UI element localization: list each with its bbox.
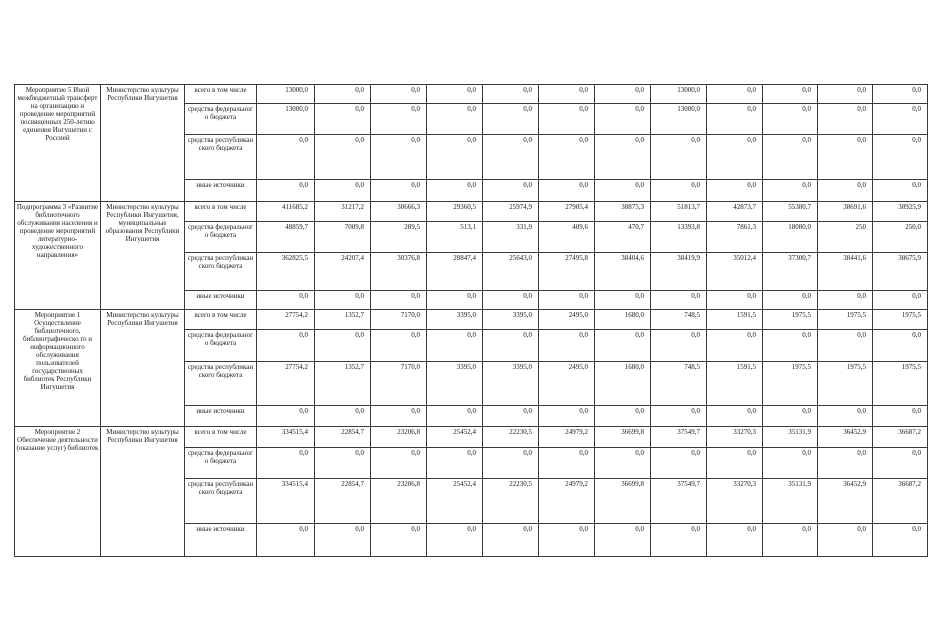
year-amount-cell: 23206,8 — [371, 479, 427, 524]
year-amount-cell: 0,0 — [483, 406, 539, 427]
year-amount-cell: 27905,4 — [539, 202, 595, 222]
year-amount-cell: 0,0 — [427, 330, 483, 362]
year-amount-cell: 36699,8 — [595, 427, 651, 448]
year-amount-cell: 3395,0 — [483, 310, 539, 330]
year-amount-cell: 36699,8 — [595, 479, 651, 524]
year-amount-cell: 0,0 — [707, 524, 763, 557]
year-amount-cell: 24979,2 — [539, 427, 595, 448]
year-amount-cell: 0,0 — [818, 448, 873, 479]
year-amount-cell: 748,5 — [651, 310, 707, 330]
year-amount-cell: 0,0 — [427, 448, 483, 479]
year-amount-cell: 0,0 — [539, 330, 595, 362]
table-row — [15, 310, 928, 330]
year-amount-cell: 13393,8 — [651, 222, 707, 253]
year-amount-cell: 7170,0 — [371, 310, 427, 330]
total-amount-cell: 13000,0 — [257, 85, 315, 104]
total-amount-cell: 0,0 — [257, 135, 315, 180]
year-amount-cell: 0,0 — [427, 135, 483, 180]
year-amount-cell: 470,7 — [595, 222, 651, 253]
year-amount-cell: 0,0 — [707, 291, 763, 310]
year-amount-cell: 0,0 — [371, 448, 427, 479]
year-amount-cell: 0,0 — [427, 406, 483, 427]
year-amount-cell: 0,0 — [595, 85, 651, 104]
year-amount-cell: 0,0 — [651, 330, 707, 362]
year-amount-cell: 1680,0 — [595, 362, 651, 406]
year-amount-cell: 0,0 — [818, 291, 873, 310]
year-amount-cell: 0,0 — [651, 291, 707, 310]
funding-source-cell: иные источники — [185, 406, 257, 427]
year-amount-cell: 22854,7 — [315, 427, 371, 448]
year-amount-cell: 37549,7 — [651, 479, 707, 524]
year-amount-cell: 36452,9 — [818, 427, 873, 448]
year-amount-cell: 0,0 — [371, 85, 427, 104]
year-amount-cell: 0,0 — [707, 448, 763, 479]
funding-source-cell: всего в том числе — [185, 427, 257, 448]
funding-source-cell: всего в том числе — [185, 310, 257, 330]
total-amount-cell: 0,0 — [257, 291, 315, 310]
year-amount-cell: 0,0 — [539, 291, 595, 310]
funding-source-cell: иные источники — [185, 291, 257, 310]
year-amount-cell: 0,0 — [427, 104, 483, 135]
year-amount-cell: 0,0 — [651, 135, 707, 180]
year-amount-cell: 0,0 — [818, 180, 873, 202]
year-amount-cell: 22854,7 — [315, 479, 371, 524]
year-amount-cell: 25452,4 — [427, 427, 483, 448]
year-amount-cell: 37549,7 — [651, 427, 707, 448]
year-amount-cell: 0,0 — [818, 330, 873, 362]
year-amount-cell: 13000,0 — [651, 104, 707, 135]
year-amount-cell: 1591,5 — [707, 310, 763, 330]
funding-source-cell: иные источники — [185, 180, 257, 202]
year-amount-cell: 0,0 — [539, 180, 595, 202]
year-amount-cell: 0,0 — [483, 291, 539, 310]
year-amount-cell: 0,0 — [651, 406, 707, 427]
year-amount-cell: 1975,5 — [763, 310, 818, 330]
executor-cell: Министерство культуры Республики Ингушетия — [101, 85, 185, 202]
year-amount-cell: 1352,7 — [315, 362, 371, 406]
year-amount-cell: 0,0 — [315, 406, 371, 427]
year-amount-cell: 3395,0 — [427, 362, 483, 406]
program-name-cell: Мероприятие 5 Иной межбюджетный трансферт на организацию и проведение мероприятий посвященных 250-летию единения Ингушетии с Россией — [15, 85, 101, 202]
year-amount-cell: 18080,0 — [763, 222, 818, 253]
year-amount-cell: 0,0 — [873, 291, 928, 310]
year-amount-cell: 0,0 — [595, 448, 651, 479]
year-amount-cell: 0,0 — [595, 291, 651, 310]
year-amount-cell: 22230,5 — [483, 479, 539, 524]
year-amount-cell: 0,0 — [595, 104, 651, 135]
total-amount-cell: 0,0 — [257, 448, 315, 479]
funding-source-cell: средства республикан ского бюджета — [185, 135, 257, 180]
executor-cell: Министерство культуры Республики Ингушетия — [101, 310, 185, 427]
year-amount-cell: 513,1 — [427, 222, 483, 253]
year-amount-cell: 0,0 — [873, 104, 928, 135]
year-amount-cell: 409,6 — [539, 222, 595, 253]
year-amount-cell: 35012,4 — [707, 253, 763, 291]
year-amount-cell: 7170,0 — [371, 362, 427, 406]
year-amount-cell: 0,0 — [315, 104, 371, 135]
total-amount-cell: 411685,2 — [257, 202, 315, 222]
year-amount-cell: 0,0 — [427, 291, 483, 310]
total-amount-cell: 0,0 — [257, 406, 315, 427]
year-amount-cell: 0,0 — [315, 85, 371, 104]
table-row — [15, 202, 928, 222]
year-amount-cell: 23206,8 — [371, 427, 427, 448]
year-amount-cell: 24979,2 — [539, 479, 595, 524]
year-amount-cell: 0,0 — [707, 135, 763, 180]
year-amount-cell: 36687,2 — [873, 479, 928, 524]
year-amount-cell: 0,0 — [483, 104, 539, 135]
year-amount-cell: 38691,6 — [818, 202, 873, 222]
year-amount-cell: 0,0 — [595, 135, 651, 180]
year-amount-cell: 25643,0 — [483, 253, 539, 291]
year-amount-cell: 0,0 — [818, 406, 873, 427]
year-amount-cell: 2495,0 — [539, 310, 595, 330]
year-amount-cell: 0,0 — [818, 135, 873, 180]
funding-source-cell: средства федеральног о бюджета — [185, 330, 257, 362]
year-amount-cell: 28847,4 — [427, 253, 483, 291]
year-amount-cell: 25974,9 — [483, 202, 539, 222]
year-amount-cell: 51813,7 — [651, 202, 707, 222]
year-amount-cell: 0,0 — [763, 330, 818, 362]
year-amount-cell: 0,0 — [539, 135, 595, 180]
year-amount-cell: 748,5 — [651, 362, 707, 406]
year-amount-cell: 0,0 — [483, 135, 539, 180]
funding-source-cell: средства республикан ского бюджета — [185, 479, 257, 524]
year-amount-cell: 0,0 — [818, 104, 873, 135]
total-amount-cell: 0,0 — [257, 330, 315, 362]
year-amount-cell: 0,0 — [763, 406, 818, 427]
year-amount-cell: 0,0 — [483, 180, 539, 202]
year-amount-cell: 36687,2 — [873, 427, 928, 448]
year-amount-cell: 27495,8 — [539, 253, 595, 291]
year-amount-cell: 0,0 — [595, 330, 651, 362]
year-amount-cell: 38925,9 — [873, 202, 928, 222]
year-amount-cell: 0,0 — [371, 406, 427, 427]
year-amount-cell: 0,0 — [371, 291, 427, 310]
year-amount-cell: 0,0 — [483, 448, 539, 479]
year-amount-cell: 3395,0 — [427, 310, 483, 330]
executor-cell: Министерство культуры Республики Ингушетия — [101, 427, 185, 557]
total-amount-cell: 48859,7 — [257, 222, 315, 253]
year-amount-cell: 0,0 — [539, 104, 595, 135]
year-amount-cell: 30376,8 — [371, 253, 427, 291]
year-amount-cell: 0,0 — [539, 524, 595, 557]
year-amount-cell: 0,0 — [651, 524, 707, 557]
year-amount-cell: 1975,5 — [873, 362, 928, 406]
year-amount-cell: 0,0 — [763, 448, 818, 479]
funding-source-cell: всего в том числе — [185, 85, 257, 104]
year-amount-cell: 1975,5 — [763, 362, 818, 406]
program-name-cell: Подпрограмма 3 «Развитие библиотечного обслуживания населения и проведение мероприятий литературно-художественного направления» — [15, 202, 101, 310]
year-amount-cell: 22230,5 — [483, 427, 539, 448]
year-amount-cell: 13000,0 — [651, 85, 707, 104]
year-amount-cell: 289,5 — [371, 222, 427, 253]
year-amount-cell: 55380,7 — [763, 202, 818, 222]
funding-source-cell: средства федеральног о бюджета — [185, 222, 257, 253]
year-amount-cell: 24207,4 — [315, 253, 371, 291]
table-row — [15, 427, 928, 448]
year-amount-cell: 250 — [818, 222, 873, 253]
year-amount-cell: 0,0 — [873, 524, 928, 557]
year-amount-cell: 37300,7 — [763, 253, 818, 291]
year-amount-cell: 7861,3 — [707, 222, 763, 253]
year-amount-cell: 0,0 — [818, 85, 873, 104]
year-amount-cell: 0,0 — [707, 104, 763, 135]
year-amount-cell: 0,0 — [763, 104, 818, 135]
year-amount-cell: 0,0 — [315, 448, 371, 479]
year-amount-cell: 0,0 — [483, 330, 539, 362]
year-amount-cell: 0,0 — [539, 406, 595, 427]
year-amount-cell: 1680,0 — [595, 310, 651, 330]
year-amount-cell: 0,0 — [427, 180, 483, 202]
year-amount-cell: 0,0 — [371, 104, 427, 135]
year-amount-cell: 0,0 — [873, 135, 928, 180]
year-amount-cell: 0,0 — [483, 85, 539, 104]
year-amount-cell: 0,0 — [763, 135, 818, 180]
year-amount-cell: 0,0 — [651, 180, 707, 202]
year-amount-cell: 1591,5 — [707, 362, 763, 406]
year-amount-cell: 0,0 — [707, 180, 763, 202]
year-amount-cell: 1975,5 — [873, 310, 928, 330]
total-amount-cell: 27754,2 — [257, 362, 315, 406]
year-amount-cell: 2495,0 — [539, 362, 595, 406]
year-amount-cell: 0,0 — [483, 524, 539, 557]
year-amount-cell: 35131,9 — [763, 427, 818, 448]
funding-source-cell: иные источники — [185, 524, 257, 557]
year-amount-cell: 0,0 — [315, 135, 371, 180]
year-amount-cell: 0,0 — [818, 524, 873, 557]
year-amount-cell: 38675,9 — [873, 253, 928, 291]
year-amount-cell: 0,0 — [371, 180, 427, 202]
funding-source-cell: средства федеральног о бюджета — [185, 448, 257, 479]
year-amount-cell: 0,0 — [427, 85, 483, 104]
year-amount-cell: 33270,3 — [707, 479, 763, 524]
year-amount-cell: 0,0 — [595, 524, 651, 557]
program-name-cell: Мероприятие 2 Обеспечение деятельности (оказание услуг) библиотек — [15, 427, 101, 557]
total-amount-cell: 334515,4 — [257, 427, 315, 448]
year-amount-cell: 0,0 — [371, 524, 427, 557]
total-amount-cell: 27754,2 — [257, 310, 315, 330]
total-amount-cell: 13000,0 — [257, 104, 315, 135]
year-amount-cell: 0,0 — [315, 291, 371, 310]
year-amount-cell: 0,0 — [763, 291, 818, 310]
year-amount-cell: 25452,4 — [427, 479, 483, 524]
year-amount-cell: 0,0 — [539, 85, 595, 104]
total-amount-cell: 362825,5 — [257, 253, 315, 291]
program-name-cell: Мероприятие 1 Осуществление библиотечного, библиографическо го и информационного обслуживания пользователей государственных библиотек Республики Ингушетия — [15, 310, 101, 427]
year-amount-cell: 0,0 — [651, 448, 707, 479]
year-amount-cell: 1975,5 — [818, 362, 873, 406]
budget-table — [14, 84, 928, 557]
year-amount-cell: 0,0 — [315, 330, 371, 362]
year-amount-cell: 331,9 — [483, 222, 539, 253]
executor-cell: Министерство культуры Республики Ингушетия, муниципальные образования Республики Ингушетия — [101, 202, 185, 310]
year-amount-cell: 0,0 — [763, 85, 818, 104]
year-amount-cell: 30666,3 — [371, 202, 427, 222]
year-amount-cell: 29360,5 — [427, 202, 483, 222]
year-amount-cell: 38441,6 — [818, 253, 873, 291]
year-amount-cell: 0,0 — [595, 180, 651, 202]
year-amount-cell: 0,0 — [315, 524, 371, 557]
year-amount-cell: 0,0 — [371, 330, 427, 362]
year-amount-cell: 0,0 — [873, 85, 928, 104]
table-row — [15, 85, 928, 104]
year-amount-cell: 38404,6 — [595, 253, 651, 291]
funding-source-cell: средства республикан ского бюджета — [185, 253, 257, 291]
year-amount-cell: 0,0 — [763, 524, 818, 557]
year-amount-cell: 33270,3 — [707, 427, 763, 448]
year-amount-cell: 0,0 — [315, 180, 371, 202]
year-amount-cell: 0,0 — [763, 180, 818, 202]
year-amount-cell: 0,0 — [595, 406, 651, 427]
year-amount-cell: 0,0 — [539, 448, 595, 479]
year-amount-cell: 1352,7 — [315, 310, 371, 330]
year-amount-cell: 7009,8 — [315, 222, 371, 253]
year-amount-cell: 0,0 — [873, 406, 928, 427]
year-amount-cell: 1975,5 — [818, 310, 873, 330]
total-amount-cell: 0,0 — [257, 524, 315, 557]
year-amount-cell: 0,0 — [371, 135, 427, 180]
year-amount-cell: 250,0 — [873, 222, 928, 253]
year-amount-cell: 0,0 — [873, 448, 928, 479]
funding-source-cell: всего в том числе — [185, 202, 257, 222]
year-amount-cell: 36452,9 — [818, 479, 873, 524]
total-amount-cell: 334515,4 — [257, 479, 315, 524]
total-amount-cell: 0,0 — [257, 180, 315, 202]
year-amount-cell: 3395,0 — [483, 362, 539, 406]
year-amount-cell: 0,0 — [707, 330, 763, 362]
year-amount-cell: 35131,9 — [763, 479, 818, 524]
year-amount-cell: 0,0 — [427, 524, 483, 557]
year-amount-cell: 0,0 — [873, 180, 928, 202]
year-amount-cell: 31217,2 — [315, 202, 371, 222]
funding-source-cell: средства федеральног о бюджета — [185, 104, 257, 135]
year-amount-cell: 38419,9 — [651, 253, 707, 291]
year-amount-cell: 42873,7 — [707, 202, 763, 222]
year-amount-cell: 0,0 — [707, 85, 763, 104]
year-amount-cell: 38875,3 — [595, 202, 651, 222]
budget-table-body — [15, 85, 928, 557]
year-amount-cell: 0,0 — [707, 406, 763, 427]
funding-source-cell: средства республикан ского бюджета — [185, 362, 257, 406]
year-amount-cell: 0,0 — [873, 330, 928, 362]
